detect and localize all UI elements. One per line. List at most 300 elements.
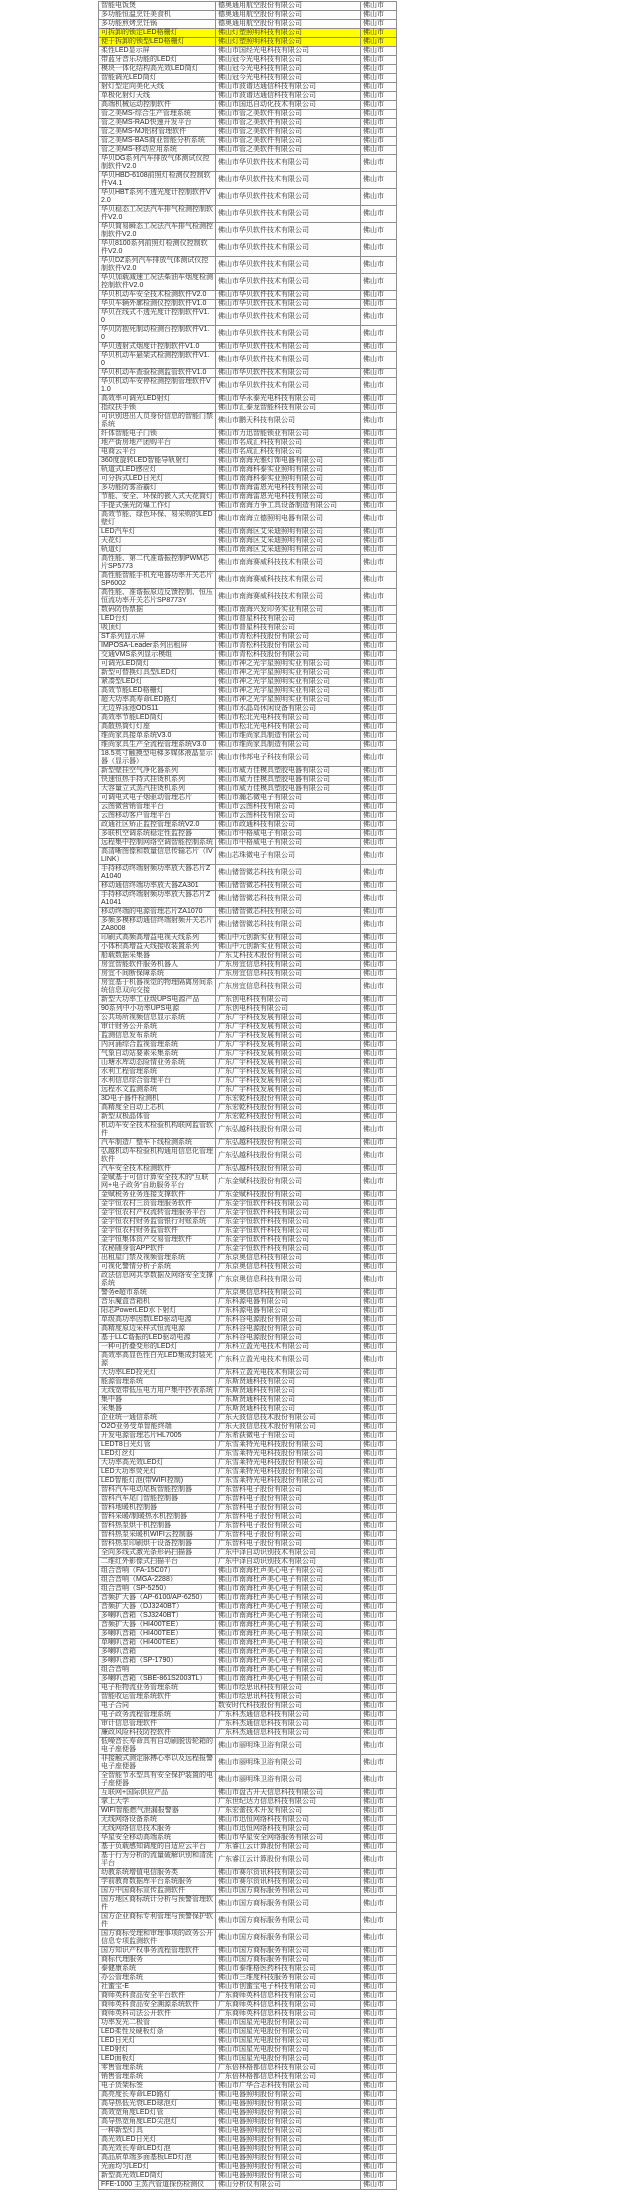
product-cell: 数码防伪票据 [99,606,216,615]
product-cell: 手持移动终端射频功率放大器芯片ZA1041 [99,891,216,908]
company-cell: 佛山市华贝软件技术有限公司 [216,240,361,257]
company-cell: 佛山分析仪有限公司 [216,2181,361,2190]
table-row [99,1798,397,1807]
product-cell: 华贝机动车安停检测控制管理软件V1.0 [99,378,216,395]
city-cell: 佛山市 [361,1369,397,1378]
company-cell: 佛山市南海雷恩光电科技有限公司 [216,484,361,493]
company-cell: 佛山市华贝软件技术有限公司 [216,352,361,369]
table-row [99,1729,397,1738]
table-row [99,660,397,669]
product-cell: 管之美MS-BAS商业智能分析系统 [99,137,216,146]
table-row [99,2145,397,2154]
product-cell: LED智能灯泡(带WIFI控制) [99,1477,216,1486]
company-cell: 佛山市华贝软件技术有限公司 [216,343,361,352]
city-cell: 佛山市 [361,830,397,839]
company-cell: 佛山市神之光宇星照明实业有限公司 [216,687,361,696]
city-cell: 佛山市 [361,1807,397,1816]
company-cell: 佛山市维尚家具制造有限公司 [216,732,361,741]
product-cell: 大容量立式蒸汽挂烫机系列 [99,785,216,794]
city-cell: 佛山市 [361,1041,397,1050]
table-row [99,1468,397,1477]
city-cell: 佛山市 [361,750,397,767]
product-cell: 互联网+国际供应产品 [99,1789,216,1798]
table-row [99,1702,397,1711]
company-cell: 佛山电器照明股份有限公司 [216,2163,361,2172]
product-cell: 移动通信终端功率放大器ZA301 [99,882,216,891]
company-cell: 佛山市国方商标服务有限公司 [216,1887,361,1896]
table-row [99,979,397,996]
table-row [99,1005,397,1014]
company-cell: 广东倍林格都信息科技有限公司 [216,2073,361,2082]
company-cell: 广东金宇恒软件科技有限公司 [216,1245,361,1254]
company-cell: 佛山市华贝软件技术有限公司 [216,369,361,378]
company-cell: 佛山电器照明股份有限公司 [216,2100,361,2109]
city-cell: 佛山市 [361,1974,397,1983]
city-cell: 佛山市 [361,1396,397,1405]
product-cell: 低噪音长寿命具有自动刷脱齿轮箱的电子座便器 [99,1738,216,1755]
product-cell: 高效节能LED格栅灯 [99,687,216,696]
company-cell: 佛山市华贝软件技术有限公司 [216,274,361,291]
company-cell: 佛山市绘思讯科技有限公司 [216,1693,361,1702]
city-cell: 佛山市 [361,943,397,952]
city-cell: 佛山市 [361,1522,397,1531]
product-cell: LED面板灯 [99,2055,216,2064]
city-cell: 佛山市 [361,1104,397,1113]
city-cell: 佛山市 [361,404,397,413]
table-row [99,2046,397,2055]
product-cell: 高性能、第二代准谐振控制PWM芯片SP5773 [99,555,216,572]
city-cell: 佛山市 [361,1540,397,1549]
product-cell: 高精度原边采样式恒流电源 [99,1325,216,1334]
company-cell: 佛山市华永泰光电科技有限公司 [216,395,361,404]
table-row [99,1816,397,1825]
city-cell: 佛山市 [361,101,397,110]
product-cell: 国方商标受理和审理事项的政务公开信息专项监测软件 [99,1930,216,1947]
city-cell: 佛山市 [361,1245,397,1254]
table-row [99,2172,397,2181]
product-cell: 华贝机动车悬架式检测控制软件V1.0 [99,352,216,369]
table-row [99,1956,397,1965]
company-cell: 广东宏蕾技术开发有限公司 [216,1807,361,1816]
city-cell: 佛山市 [361,2154,397,2163]
city-cell: 佛山市 [361,865,397,882]
table-row [99,404,397,413]
company-cell: 广东科立盈光电技术有限公司 [216,1343,361,1352]
table-row [99,343,397,352]
company-cell: 广东京奥信息科技有限公司 [216,1289,361,1298]
product-cell: 节能、安全、环保的嵌入式天花筒灯 [99,493,216,502]
table-row [99,996,397,1005]
table-row [99,821,397,830]
company-cell: 佛山市国星光电股份有限公司 [216,2037,361,2046]
product-cell: 90系列中小功率UPS电源 [99,1005,216,1014]
city-cell: 佛山市 [361,1956,397,1965]
company-cell: 佛山灯塑照明科技有限公司 [216,29,361,38]
company-cell: 广东天波信息技术股份有限公司 [216,1423,361,1432]
table-row [99,2154,397,2163]
company-cell: 广东金宇恒软件科技有限公司 [216,1200,361,1209]
city-cell: 佛山市 [361,2019,397,2028]
product-cell: 内河涌综合监视管理系统 [99,1041,216,1050]
product-cell: 金宇恒农村财务监管银行对账系统 [99,1218,216,1227]
table-row [99,741,397,750]
city-cell: 佛山市 [361,839,397,848]
product-cell: 华贝DZ系列汽车排放气体测试仪控制软件V2.0 [99,257,216,274]
city-cell: 佛山市 [361,56,397,65]
table-row [99,1992,397,2001]
company-cell: 佛山市南海杜声美心电子有限公司 [216,1675,361,1684]
company-cell: 广东中泽自动识别技术有限公司 [216,1558,361,1567]
product-cell: 可调光LED筒灯 [99,660,216,669]
product-cell: 华贝稳态工况法汽车排气检测控制软件V2.0 [99,206,216,223]
product-cell: 可视化警情分析子系统 [99,1263,216,1272]
product-cell: 模块一体化结构高光效LED筒灯 [99,65,216,74]
company-cell: 广东创电科技有限公司 [216,1005,361,1014]
product-cell: 金宇恒农村三资管理服务软件 [99,1200,216,1209]
city-cell: 佛山市 [361,1930,397,1947]
city-cell: 佛山市 [361,1621,397,1630]
city-cell: 佛山市 [361,1441,397,1450]
table-row [99,300,397,309]
company-cell: 广东科源电器有限公司 [216,1298,361,1307]
city-cell: 佛山市 [361,785,397,794]
table-row [99,189,397,206]
product-cell: 商师英科司法公开软件 [99,2010,216,2019]
product-cell: 商师英科食品安全溯源系统软件 [99,2001,216,2010]
city-cell: 佛山市 [361,223,397,240]
city-cell: 佛山市 [361,1603,397,1612]
product-cell: 组合音响（MGA-2288） [99,1576,216,1585]
product-cell: 光面均匀LED灯 [99,2163,216,2172]
product-cell: 商标代理服务 [99,1956,216,1965]
company-cell: 佛山市国星光电股份有限公司 [216,2055,361,2064]
company-cell: 佛山市云图科技有限公司 [216,803,361,812]
table-row [99,2055,397,2064]
city-cell: 佛山市 [361,1165,397,1174]
table-row [99,502,397,511]
city-cell: 佛山市 [361,1504,397,1513]
table-row [99,448,397,457]
city-cell: 佛山市 [361,1702,397,1711]
company-cell: 佛山市盘古开天信息科技有限公司 [216,1789,361,1798]
company-cell: 佛山电器照明股份有限公司 [216,2172,361,2181]
product-cell: 非接触式测定脉搏心率以及远程报警电子座便器 [99,1755,216,1772]
city-cell: 佛山市 [361,1513,397,1522]
company-cell: 佛山市赛尔资讯科技有限公司 [216,1878,361,1887]
city-cell: 佛山市 [361,413,397,430]
company-cell: 佛山市普星科技有限公司 [216,615,361,624]
city-cell: 佛山市 [361,1174,397,1191]
product-cell: 华贝在线式不透光度计控制软件V1.0 [99,309,216,326]
product-cell: 汽车安全技术检测软件 [99,1165,216,1174]
company-cell: 佛山市国星光电股份有限公司 [216,2019,361,2028]
city-cell: 佛山市 [361,1789,397,1798]
table-row [99,2010,397,2019]
table-row [99,38,397,47]
product-cell: 功率发光二极管 [99,2019,216,2028]
company-cell: 佛山市松北光电科技有限公司 [216,714,361,723]
product-cell: 弘越机动车检验机构通用信息化管理软件 [99,1148,216,1165]
table-row [99,1621,397,1630]
table-row [99,678,397,687]
company-cell: 广东广宇科技发展有限公司 [216,1050,361,1059]
city-cell: 佛山市 [361,2136,397,2145]
table-row [99,714,397,723]
table-row [99,1077,397,1086]
product-cell: 电商云平台 [99,448,216,457]
table-row [99,1396,397,1405]
product-cell: 远程集中控制网络空调智能控制系统 [99,839,216,848]
company-cell: 广东智科电子股份有限公司 [216,1495,361,1504]
company-cell: 广东智科电子股份有限公司 [216,1486,361,1495]
city-cell: 佛山市 [361,705,397,714]
city-cell: 佛山市 [361,1218,397,1227]
company-cell: 佛山市南海杜声美心电子有限公司 [216,1603,361,1612]
table-row [99,2001,397,2010]
table-row [99,528,397,537]
city-cell: 佛山市 [361,309,397,326]
table-row [99,848,397,865]
table-row [99,1032,397,1041]
table-row [99,2181,397,2190]
table-row [99,457,397,466]
product-cell: 智科地暖机控制器 [99,1504,216,1513]
city-cell: 佛山市 [361,119,397,128]
company-cell: 佛山市南海立德照明电器有限公司 [216,511,361,528]
table-row [99,1050,397,1059]
city-cell: 佛山市 [361,1334,397,1343]
table-row [99,1834,397,1843]
product-cell: 移动终端的电源管理芯片ZA1070 [99,908,216,917]
company-cell: 广东雪莱特光电科技股份有限公司 [216,1450,361,1459]
city-cell: 佛山市 [361,1414,397,1423]
table-row [99,970,397,979]
table-row [99,1378,397,1387]
table-row [99,723,397,732]
table-row [99,1495,397,1504]
company-cell: 佛山市南海区艾采迪照明有限公司 [216,528,361,537]
company-cell: 佛山市创蜜宝电子科技有限公司 [216,1983,361,1992]
table-row [99,1639,397,1648]
product-cell: 办公管理系统 [99,1974,216,1983]
table-row [99,1227,397,1236]
product-cell: 采集器 [99,1405,216,1414]
table-row [99,1200,397,1209]
city-cell: 佛山市 [361,1352,397,1369]
product-cell: 华贝HBD-6108前照灯检测仪控制软件V4.1 [99,172,216,189]
city-cell: 佛山市 [361,2001,397,2010]
product-cell: 管之美MS-MJ铝材管理软件 [99,128,216,137]
table-row [99,1432,397,1441]
product-cell: 指纹扶手锁 [99,404,216,413]
company-cell: 广东广宇科技发展有限公司 [216,1023,361,1032]
table-row [99,1965,397,1974]
company-cell: 佛山市南海杜声美心电子有限公司 [216,1576,361,1585]
product-cell: 高效节能、绿色环保、易采购的LED壁灯 [99,511,216,528]
table-row [99,1414,397,1423]
company-cell: 佛山市威力佳模具塑胶电器有限公司 [216,767,361,776]
table-row [99,1657,397,1666]
city-cell: 佛山市 [361,439,397,448]
company-cell: 广东京奥信息科技有限公司 [216,1272,361,1289]
table-row [99,1567,397,1576]
company-cell: 佛山中元创新实业有限公司 [216,934,361,943]
city-cell: 佛山市 [361,484,397,493]
table-row [99,1947,397,1956]
table-row [99,378,397,395]
company-cell: 佛山锗智微芯科技有限公司 [216,865,361,882]
city-cell: 佛山市 [361,1289,397,1298]
company-cell: 佛山市南海雷恩光电科技有限公司 [216,493,361,502]
table-row [99,961,397,970]
company-cell: 佛山市三维度科技服务有限公司 [216,1974,361,1983]
table-row [99,2019,397,2028]
table-row [99,2028,397,2037]
city-cell: 佛山市 [361,952,397,961]
company-cell: 佛山市华贝软件技术有限公司 [216,326,361,343]
company-cell: 佛山市华贝软件技术有限公司 [216,155,361,172]
product-cell: 高光效LED日光灯 [99,2136,216,2145]
product-cell: 多联机空调系统稳定性监控器 [99,830,216,839]
table-row [99,206,397,223]
product-cell: 国方地区商标统计分析与预警管理软件 [99,1896,216,1913]
product-cell: 手持移动终端射频功率放大器芯片ZA1040 [99,865,216,882]
city-cell: 佛山市 [361,821,397,830]
product-cell: ST系列显示屏 [99,633,216,642]
product-cell: 全向多线式激光条形码扫描器 [99,1549,216,1558]
company-cell: 广东创电科技有限公司 [216,996,361,1005]
product-cell: 智能电饭煲 [99,2,216,11]
company-cell: 佛山市丽明珠卫浴有限公司 [216,1772,361,1789]
city-cell: 佛山市 [361,1798,397,1807]
product-cell: 新型双极晶体管 [99,1113,216,1122]
product-cell: 管之美MS-综合生产管理系统 [99,110,216,119]
product-cell: 印刷式高频高增益电视天线系列 [99,934,216,943]
company-cell: 广东智科电子股份有限公司 [216,1522,361,1531]
table-row [99,687,397,696]
table-row [99,56,397,65]
company-cell: 广东智科电子股份有限公司 [216,1540,361,1549]
city-cell: 佛山市 [361,528,397,537]
product-cell: WIFI智能燃气泄漏报警器 [99,1807,216,1816]
table-row [99,934,397,943]
table-row [99,1325,397,1334]
table-row [99,1630,397,1639]
product-cell: 机动车安全技术检验机构联网监管软件 [99,1122,216,1139]
product-cell: 华贝DG系列汽车排放气体测试仪控制软件V2.0 [99,155,216,172]
product-cell: 华贝机动车查验检测监管软件V1.0 [99,369,216,378]
city-cell: 佛山市 [361,146,397,155]
city-cell: 佛山市 [361,803,397,812]
city-cell: 佛山市 [361,1325,397,1334]
city-cell: 佛山市 [361,448,397,457]
table-row [99,146,397,155]
product-cell: 3D电子器件检测机 [99,1095,216,1104]
product-cell: 华贝透射式烟度计控制软件V1.0 [99,343,216,352]
city-cell: 佛山市 [361,2145,397,2154]
city-cell: 佛山市 [361,466,397,475]
table-row [99,1693,397,1702]
table-row [99,29,397,38]
product-cell: 柔性LED显示屏 [99,47,216,56]
table-row [99,651,397,660]
table-row [99,624,397,633]
company-cell: 广东斯贤通科技有限公司 [216,1387,361,1396]
product-cell: 集中器 [99,1396,216,1405]
table-row [99,395,397,404]
company-cell: 佛山市华贝软件技术有限公司 [216,257,361,274]
product-cell: 新型大功率工业级UPS电源产品 [99,996,216,1005]
city-cell: 佛山市 [361,1263,397,1272]
product-cell: 轨道灯 [99,546,216,555]
product-cell: 快速恒热手持式挂烫机系列 [99,776,216,785]
table-row [99,1263,397,1272]
city-cell: 佛山市 [361,1086,397,1095]
city-cell: 佛山市 [361,812,397,821]
company-cell: 佛山市南海杜声美心电子有限公司 [216,1612,361,1621]
city-cell: 佛山市 [361,1648,397,1657]
company-cell: 佛山灯塑照明科技有限公司 [216,38,361,47]
company-cell: 佛山市南海赛威科技技术有限公司 [216,572,361,589]
company-cell: 广东广宇科技发展有限公司 [216,1068,361,1077]
product-cell: 智科采暖/制暖热水机控制器 [99,1513,216,1522]
company-cell: 广东金宇恒软件科技有限公司 [216,1236,361,1245]
table-row [99,2163,397,2172]
product-cell: LED日光灯 [99,2037,216,2046]
product-cell: 手提式强光防爆工作灯 [99,502,216,511]
company-cell: 佛山市中格威电子有限公司 [216,839,361,848]
table-row [99,1041,397,1050]
city-cell: 佛山市 [361,794,397,803]
city-cell: 佛山市 [361,2046,397,2055]
product-cell: 交通VMS系列显示模组 [99,651,216,660]
city-cell: 佛山市 [361,678,397,687]
city-cell: 佛山市 [361,1272,397,1289]
city-cell: 佛山市 [361,546,397,555]
product-cell: 小体积高增益天线接收装置系列 [99,943,216,952]
product-cell: 360度旋转LED智能导轨射灯 [99,457,216,466]
city-cell: 佛山市 [361,11,397,20]
company-cell: 佛山市力迅智能锁业有限公司 [216,430,361,439]
city-cell: 佛山市 [361,1423,397,1432]
company-cell: 佛山市管之美软件有限公司 [216,146,361,155]
city-cell: 佛山市 [361,633,397,642]
table-row [99,1585,397,1594]
table-row [99,1887,397,1896]
company-cell: 佛山市青松科技股份有限公司 [216,651,361,660]
table-row [99,642,397,651]
product-cell: 单喇叭音箱（HI400TEE） [99,1639,216,1648]
company-cell: 佛山市绘思讯科技有限公司 [216,1684,361,1693]
company-cell: 广东雪莱特光电科技股份有限公司 [216,1441,361,1450]
city-cell: 佛山市 [361,1869,397,1878]
city-cell: 佛山市 [361,1307,397,1316]
company-cell: 佛山电器照明股份有限公司 [216,2118,361,2127]
table-row [99,11,397,20]
city-cell: 佛山市 [361,1254,397,1263]
product-cell: 射灯型定向美化天线 [99,83,216,92]
table-row [99,1191,397,1200]
city-cell: 佛山市 [361,1711,397,1720]
city-cell: 佛山市 [361,326,397,343]
table-row [99,413,397,430]
product-cell: 华贝机动车安全技术检测软件V2.0 [99,291,216,300]
company-cell: 佛山冠今光电科技有限公司 [216,56,361,65]
table-row [99,309,397,326]
company-cell: 佛山市神之光宇星照明实业有限公司 [216,660,361,669]
table-row [99,589,397,606]
company-cell: 佛山市神之光宇星照明实业有限公司 [216,678,361,687]
